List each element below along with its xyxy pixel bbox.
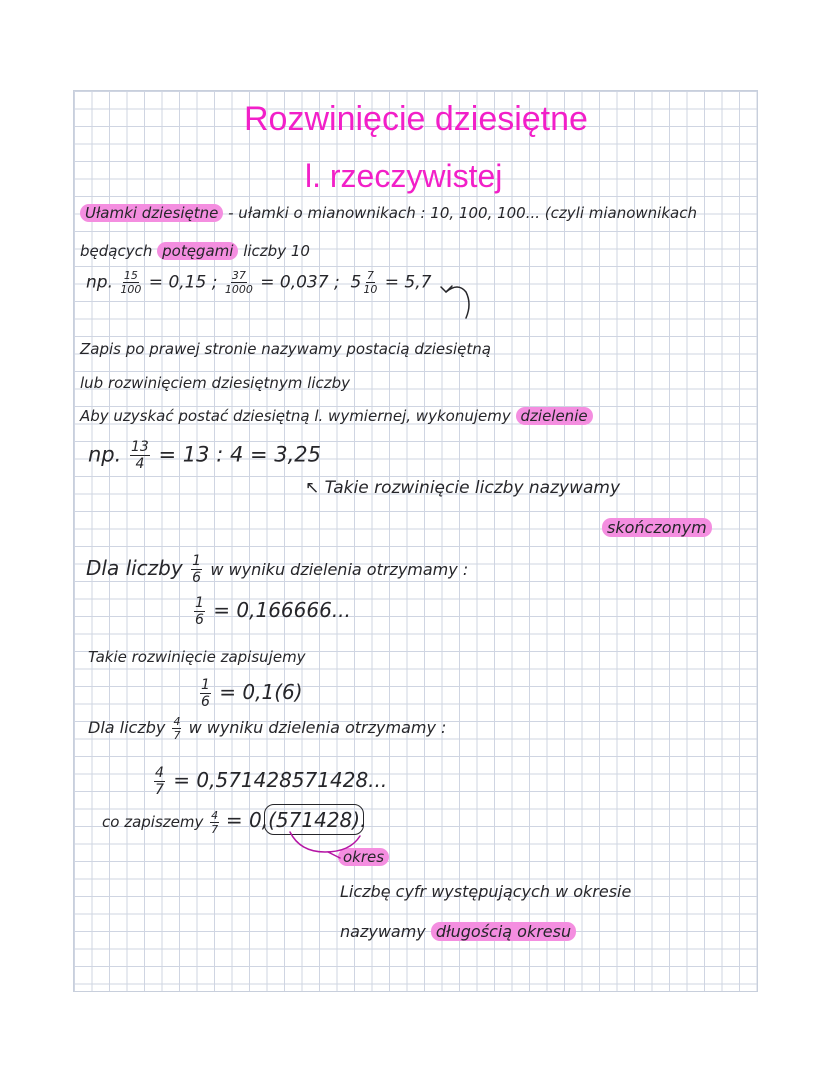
powers-text-b: liczby 10 <box>243 242 310 260</box>
term-division: dzielenie <box>516 407 593 425</box>
fraction-denominator: 7 <box>211 823 219 836</box>
seventh-short-value: = 0, <box>225 808 269 832</box>
fraction-denominator: 7 <box>155 782 164 798</box>
arrow-up-left-icon: ↖ <box>305 478 320 498</box>
title-line-2: l. rzeczywistej <box>305 158 503 194</box>
seventh-intro-a: Dla liczby <box>88 718 166 737</box>
term-period: okres <box>338 848 389 866</box>
fraction-denominator: 1000 <box>224 283 253 296</box>
fraction-denominator: 10 <box>363 283 378 296</box>
fraction-numerator: 4 <box>211 809 219 822</box>
term-powers: potęgami <box>157 242 238 260</box>
example-prefix: np. <box>88 442 122 467</box>
brace-stem-icon <box>328 852 340 858</box>
term-period-length: długością okresu <box>431 922 576 941</box>
fraction-denominator: 6 <box>201 694 210 710</box>
period-note-text: nazywamy <box>340 922 426 941</box>
example-value-2: = 0,037 ; <box>260 272 340 293</box>
fraction-denominator: 100 <box>120 283 142 296</box>
fraction-numerator: 15 <box>123 269 138 282</box>
example-value: = 13 : 4 = 3,25 <box>158 442 322 467</box>
example-value-3: = 5,7 <box>384 272 432 293</box>
text-line-c-text: Aby uzyskać postać dziesiętną l. wymiernej, wykonujemy <box>80 407 511 425</box>
seventh-intro-b: w wyniku dzielenia otrzymamy : <box>188 718 447 737</box>
fraction-numerator: 1 <box>192 553 201 569</box>
fraction-numerator: 1 <box>195 595 204 611</box>
example-prefix: np. <box>86 272 113 293</box>
seventh-write-label: co zapiszemy <box>102 813 204 831</box>
fraction-denominator: 6 <box>195 612 204 628</box>
fraction-numerator: 4 <box>173 715 181 728</box>
finite-note-text: Takie rozwinięcie liczby nazywamy <box>324 478 621 498</box>
sixth-intro-b: w wyniku dzielenia otrzymamy : <box>210 560 469 579</box>
sixth-expansion-value: = 0,166666... <box>213 598 351 622</box>
curved-arrow-icon <box>446 287 469 318</box>
sixth-intro-a: Dla liczby <box>86 556 183 580</box>
definition-text: - ułamki o mianownikach : 10, 100, 100... (czyli mianownikach <box>228 204 697 222</box>
fraction-denominator: 4 <box>135 456 145 472</box>
term-finite: skończonym <box>602 518 712 537</box>
powers-text-a: będących <box>80 242 153 260</box>
fraction-numerator: 37 <box>231 269 246 282</box>
mixed-whole: 5 <box>350 272 362 293</box>
fraction-numerator: 1 <box>201 677 210 693</box>
seventh-expansion-value: = 0,571428571428... <box>173 768 388 792</box>
example-value-1: = 0,15 ; <box>148 272 218 293</box>
period-note-line-1: Liczbę cyfr występujących w okresie <box>340 882 632 901</box>
fraction-numerator: 7 <box>366 269 374 282</box>
seventh-short-end: . <box>360 808 367 832</box>
brace-connector-icon <box>290 832 360 852</box>
title-line-1: Rozwinięcie dziesiętne <box>244 100 588 138</box>
sixth-write-label: Takie rozwinięcie zapisujemy <box>88 648 306 666</box>
fraction-denominator: 6 <box>192 570 201 586</box>
text-line-b: lub rozwinięciem dziesiętnym liczby <box>80 374 351 392</box>
text-line-a: Zapis po prawej stronie nazywamy postacią dziesiętną <box>80 340 491 358</box>
sixth-short-value: = 0,1(6) <box>219 680 303 704</box>
fraction-denominator: 7 <box>173 729 181 742</box>
fraction-numerator: 13 <box>131 439 149 455</box>
term-decimal-fractions: Ułamki dziesiętne <box>80 204 223 222</box>
period-digits: (571428) <box>268 808 361 832</box>
fraction-numerator: 4 <box>155 765 164 781</box>
